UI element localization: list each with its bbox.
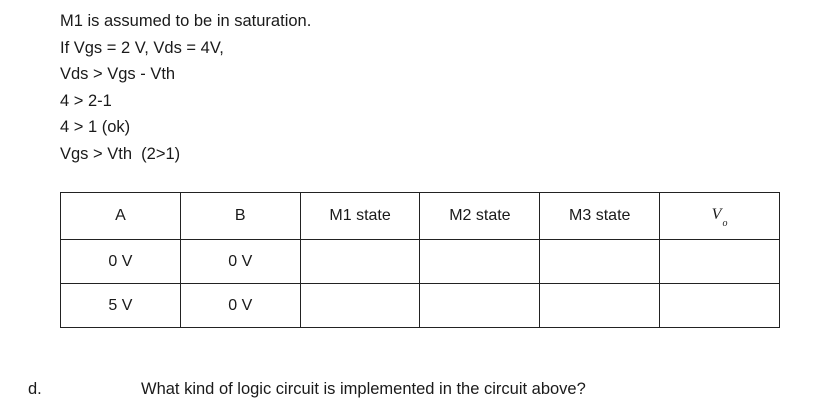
header-vo [660,193,780,240]
note-line: Vgs > Vth (2>1) [60,144,181,163]
cell-m1[interactable] [300,240,420,284]
note-line: M1 is assumed to be in saturation. [60,12,312,30]
cell-m2[interactable] [420,240,540,284]
cell-b: 0 V [180,284,300,328]
header-m2-state: M2 state [420,193,540,240]
cell-m3[interactable] [540,240,660,284]
cell-vo[interactable] [660,284,780,328]
header-m3-state: M3 state [540,193,660,240]
cell-m3[interactable] [540,284,660,328]
table-row [61,240,780,284]
cell-b: 0 V [180,240,300,284]
working-notes [60,8,311,167]
cell-m2[interactable] [420,284,540,328]
vo-symbol: V [711,205,722,223]
header-m1-state: M1 state [300,193,420,240]
header-b: B [180,193,300,240]
truth-table [60,192,780,328]
table-row [61,284,780,328]
note-line: Vds > Vgs - Vth [60,65,176,83]
note-line: 4 > 1 (ok) [60,118,131,136]
table-header-row [61,193,780,240]
cell-a: 0 V [61,240,181,284]
question-label: d. [28,380,42,398]
header-a: A [61,193,181,240]
vo-subscript: o [722,218,728,230]
cell-vo[interactable] [660,240,780,284]
note-line: If Vgs = 2 V, Vds = 4V, [60,38,224,57]
cell-a: 5 V [61,284,181,328]
cell-m1[interactable] [300,284,420,328]
question-text: What kind of logic circuit is implemented in the circuit above? [141,380,586,398]
note-line: 4 > 2-1 [60,91,112,110]
